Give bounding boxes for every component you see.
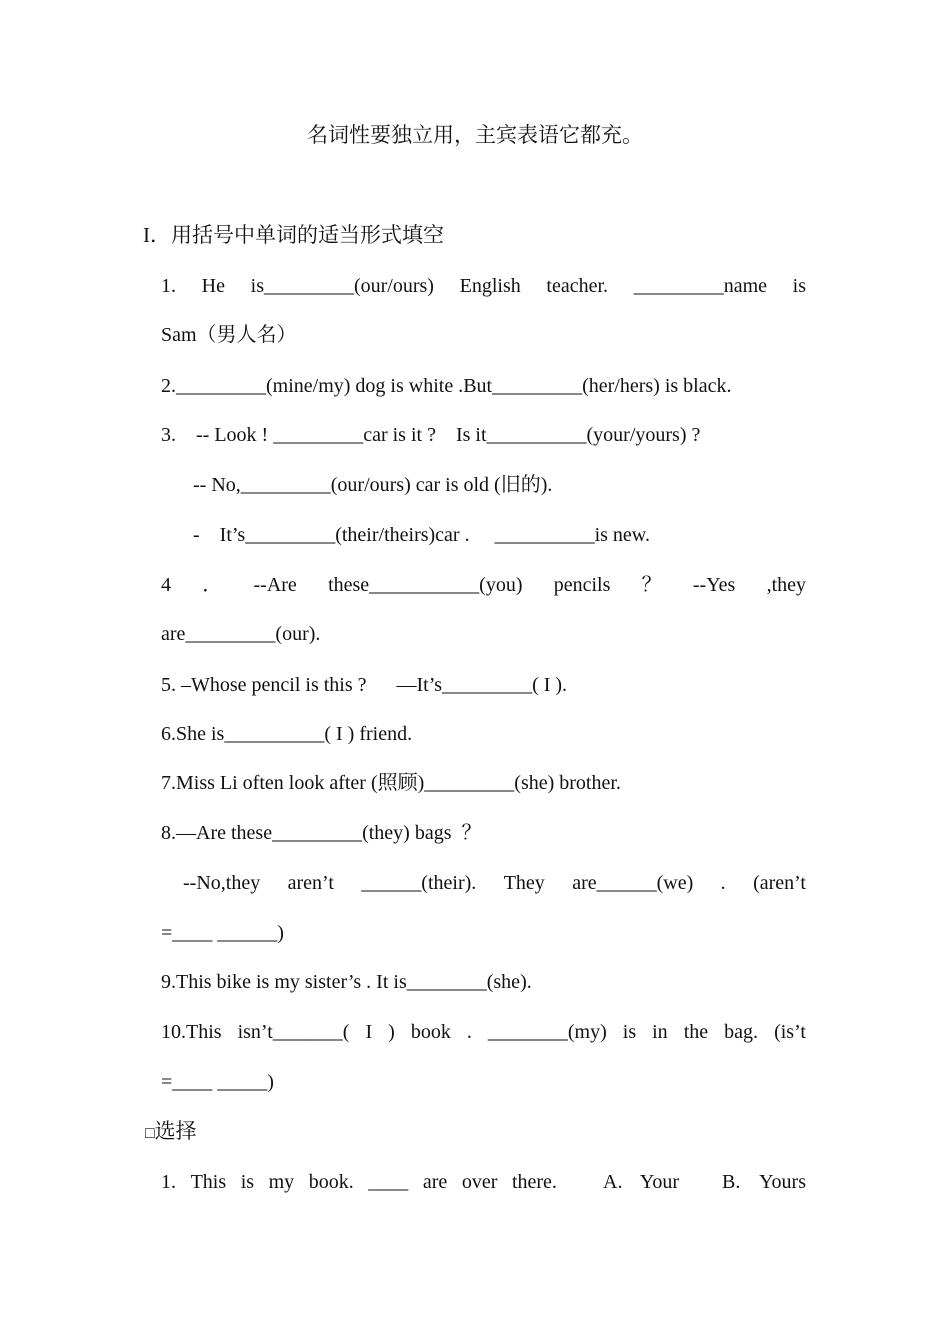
question-1-line-1 xyxy=(161,273,806,299)
word: . xyxy=(720,872,726,894)
option-a-text: Your xyxy=(639,1171,679,1193)
word: They xyxy=(503,872,545,894)
word: This xyxy=(190,1171,227,1193)
word: my xyxy=(268,1171,295,1193)
question-10-line-2: =____ _____) xyxy=(161,1071,274,1093)
word: ,they xyxy=(766,574,806,596)
word: 1. xyxy=(161,275,176,297)
word: in xyxy=(652,1021,668,1043)
question-9: 9.This bike is my sister’s . It is________(she). xyxy=(161,971,532,993)
word: there. xyxy=(511,1171,557,1193)
word: ？ xyxy=(641,574,662,596)
question-5: 5. –Whose pencil is this ? —It’s_________( I ). xyxy=(161,674,568,696)
word: is xyxy=(792,275,806,297)
section-2-heading xyxy=(145,1118,197,1147)
page-title: 名词性要独立用，主宾表语它都充。 xyxy=(307,123,643,147)
word: --Are xyxy=(253,574,297,596)
question-7: 7.Miss Li often look after (照顾)_________(she) brother. xyxy=(161,772,621,794)
word: book. xyxy=(308,1171,354,1193)
word: these___________(you) xyxy=(328,574,523,596)
question-3-line-1: 3. -- Look ! _________car is it ? Is it__________(your/yours) ? xyxy=(161,424,701,446)
word: ________(my) xyxy=(487,1021,607,1043)
word: 4 xyxy=(161,574,171,596)
question-1-line-2: Sam（男人名） xyxy=(161,324,297,346)
word: are______(we) xyxy=(572,872,694,894)
question-4-line-2: are_________(our). xyxy=(161,623,321,645)
word: over xyxy=(461,1171,498,1193)
word: are xyxy=(422,1171,448,1193)
word: is xyxy=(622,1021,637,1043)
word: He xyxy=(201,275,225,297)
word: is xyxy=(240,1171,255,1193)
word: is_________(our/ours) xyxy=(250,275,434,297)
section-2-heading-text: 选择 xyxy=(154,1119,197,1143)
word: ) xyxy=(388,1021,395,1043)
question-8-line-1: 8.—Are these_________(they) bags ？ xyxy=(161,822,482,844)
question-3-line-3: - It’s_________(their/theirs)car . __________is new. xyxy=(193,524,650,546)
word: teacher. xyxy=(546,275,609,297)
option-b-text: Yours xyxy=(759,1171,806,1193)
question-4-line-1 xyxy=(161,572,806,598)
word: ． xyxy=(202,574,223,596)
question-8-line-3: =____ ______) xyxy=(161,922,284,944)
question-8-line-2 xyxy=(183,870,806,896)
word: isn’t_______( xyxy=(237,1021,350,1043)
word: ______(their). xyxy=(361,872,477,894)
word: bag. xyxy=(724,1021,759,1043)
option-b-label: B. xyxy=(722,1171,741,1193)
word: (is’t xyxy=(774,1021,806,1043)
option-a-label: A. xyxy=(603,1171,623,1193)
word: . xyxy=(466,1021,472,1043)
word: (aren’t xyxy=(753,872,806,894)
word: I xyxy=(365,1021,373,1043)
word: the xyxy=(683,1021,709,1043)
question-10-line-1 xyxy=(161,1019,806,1045)
word: book xyxy=(410,1021,451,1043)
word: --Yes xyxy=(692,574,736,596)
word: 10.This xyxy=(161,1021,222,1043)
question-3-line-2: -- No,_________(our/ours) car is old (旧的). xyxy=(193,474,553,496)
question-2: 2._________(mine/my) dog is white .But_________(her/hers) is black. xyxy=(161,375,732,397)
word: 1. xyxy=(161,1171,176,1193)
question-6: 6.She is__________( I ) friend. xyxy=(161,723,413,745)
word: English xyxy=(459,275,521,297)
section-1-heading: I．用括号中单词的适当形式填空 xyxy=(143,223,444,247)
word: --No,they xyxy=(183,872,261,894)
word: _________name xyxy=(633,275,767,297)
word: pencils xyxy=(553,574,611,596)
word: ____ xyxy=(368,1171,409,1193)
missing-glyph-box: □ xyxy=(145,1125,155,1142)
word: aren’t xyxy=(287,872,334,894)
choice-question-1 xyxy=(161,1169,806,1195)
